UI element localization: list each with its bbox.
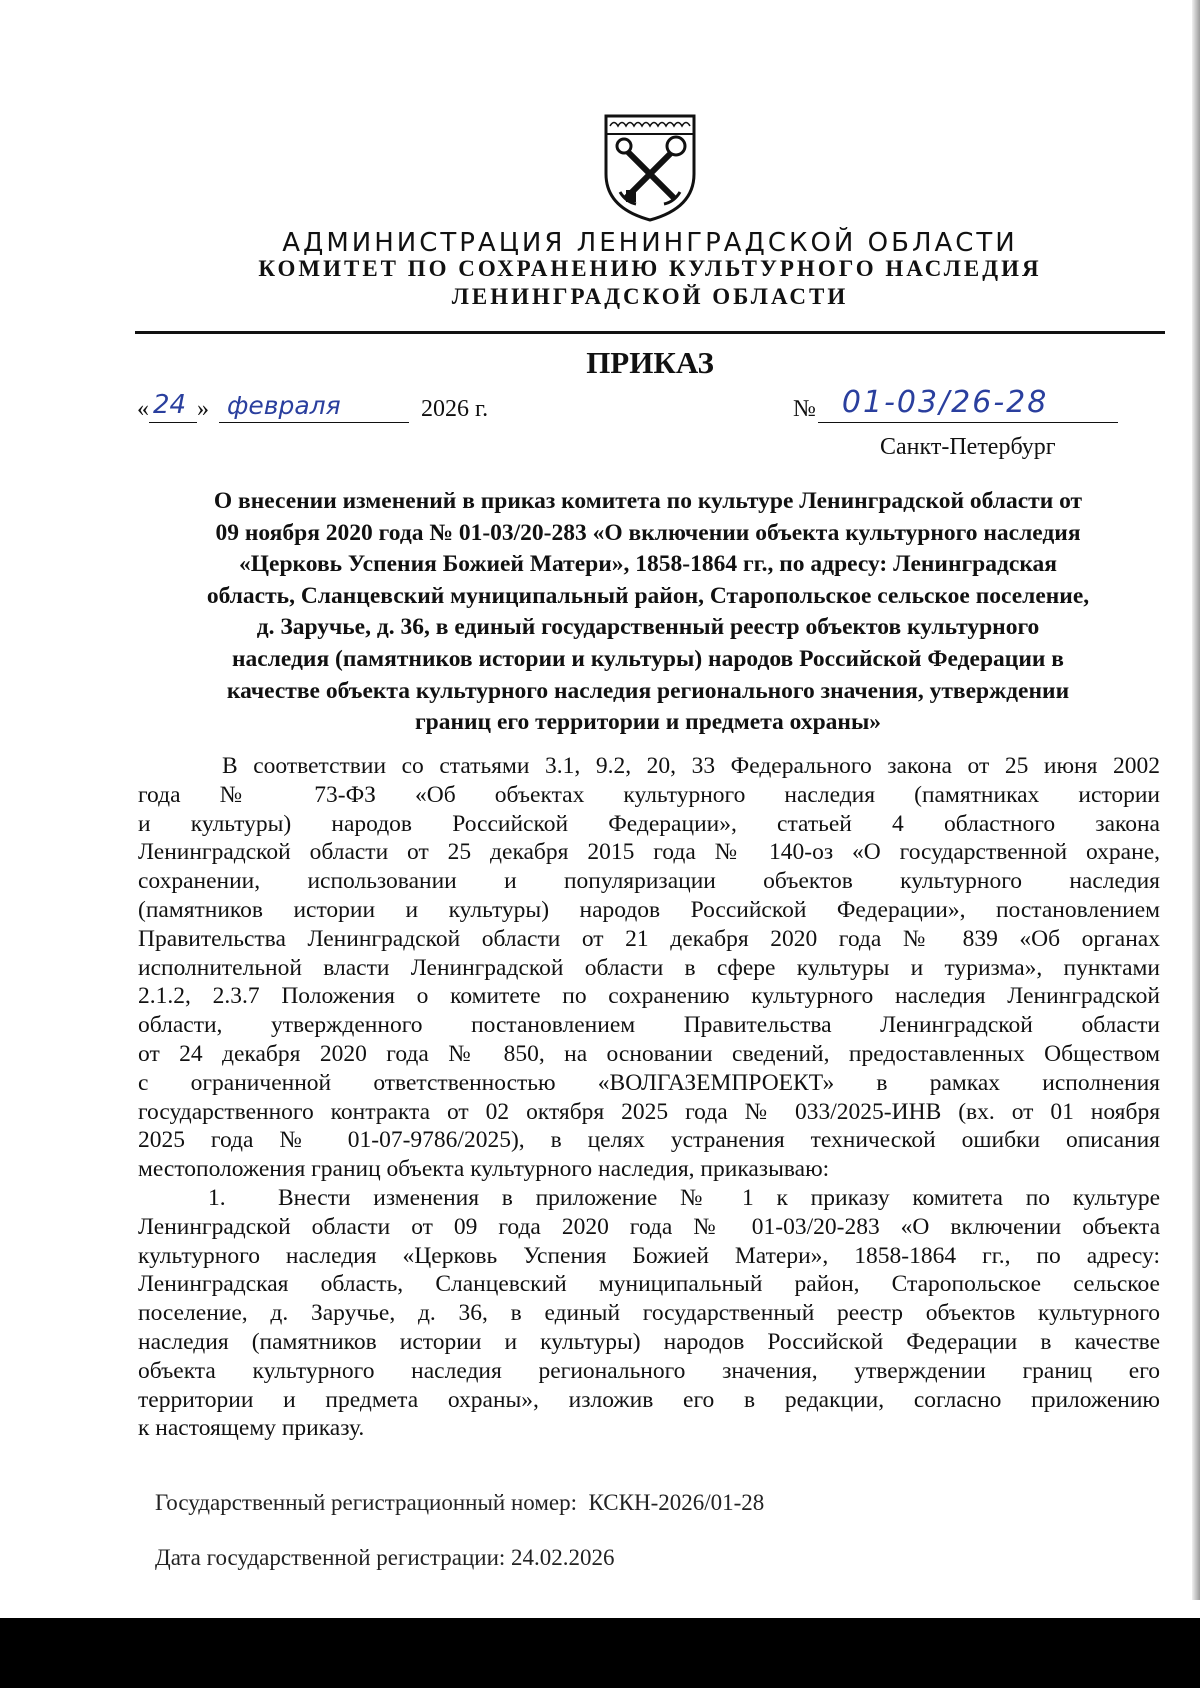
preamble-line: государственного контракта от 02 октября 2025 года № 033/2025-ИНВ (вх. от 01 ноября: [138, 1098, 1160, 1125]
registration-number-value: КСКН-2026/01-28: [588, 1490, 765, 1515]
heading-line: д. Заручье, д. 36, в единый государственный реестр объектов культурного: [256, 614, 1040, 641]
preamble-line: В соответствии со статьями 3.1, 9.2, 20, 33 Федерального закона от 25 июня 2002: [222, 753, 1160, 779]
item-1-line: к настоящему приказу.: [138, 1415, 365, 1442]
registration-date-value: 24.02.2026: [511, 1545, 615, 1570]
org-name-line2: КОМИТЕТ ПО СОХРАНЕНИЮ КУЛЬТУРНОГО НАСЛЕДИЯ: [258, 256, 1042, 281]
item-1-line: Ленинградской области от 09 года 2020 года № 01-03/20-283 «О включении объекта: [138, 1213, 1160, 1240]
registration-date: [155, 1545, 615, 1571]
date-quote-open: «: [137, 396, 149, 422]
order-number: [793, 385, 1118, 423]
org-name-line3: ЛЕНИНГРАДСКОЙ ОБЛАСТИ: [451, 284, 849, 309]
preamble-line: сохранении, использовании и популяризации объектов культурного наследия: [138, 868, 1160, 895]
preamble-line: Правительства Ленинградской области от 21 декабря 2020 года № 839 «Об органах: [138, 925, 1160, 952]
heading-line: О внесении изменений в приказ комитета по культуре Ленинградской области от: [213, 488, 1083, 514]
preamble-line: с ограниченной ответственностью «ВОЛГАЗЕМПРОЕКТ» в рамках исполнения: [138, 1069, 1160, 1096]
scan-edge: [1192, 0, 1200, 1600]
page-title: ПРИКАЗ: [586, 345, 714, 380]
coat-of-arms-icon: [600, 112, 700, 224]
preamble-line: года № 73-ФЗ «Об объектах культурного наследия (памятниках истории: [138, 781, 1160, 808]
heading-line: наследия (памятников истории и культуры) народов Российской Федерации в: [231, 645, 1064, 672]
date-day-handwritten: 24: [153, 390, 187, 420]
item-1-line: Внести изменения в приложение № 1 к приказу комитета по культуре: [278, 1184, 1160, 1211]
heading-line: область, Сланцевский муниципальный район, Старопольское сельское поселение,: [206, 582, 1090, 609]
item-1-line: Ленинградская область, Сланцевский муниципальный район, Старопольское сельское: [138, 1271, 1160, 1298]
heading-line: 09 ноября 2020 года № 01-03/20-283 «О включении объекта культурного наследия: [215, 519, 1081, 546]
registration-number-label: Государственный регистрационный номер:: [155, 1490, 578, 1515]
heading-line: «Церковь Успения Божией Матери», 1858-1864 гг., по адресу: Ленинградская: [239, 551, 1057, 578]
item-1-line: наследия (памятников истории и культуры) народов Российской Федерации в качестве: [138, 1328, 1160, 1355]
date-year: 2026 г.: [421, 396, 489, 422]
preamble-line: Ленинградской области от 25 декабря 2015 года № 140-оз «О государственной охране,: [138, 839, 1160, 866]
item-1-line: культурного наследия «Церковь Успения Божией Матери», 1858-1864 гг., по адресу:: [138, 1242, 1160, 1269]
city: Санкт-Петербург: [880, 434, 1056, 460]
heading-line: границ его территории и предмета охраны»: [414, 709, 882, 736]
registration-date-label: Дата государственной регистрации:: [155, 1545, 506, 1570]
item-1-number: 1.: [208, 1184, 226, 1211]
date-quote-close: »: [197, 396, 209, 422]
preamble-line: 2025 года № 01-07-9786/2025), в целях устранения технической ошибки описания: [138, 1127, 1160, 1154]
number-prefix: №: [793, 396, 816, 422]
order-number-handwritten: 01-03/26-28: [841, 385, 1049, 420]
scan-border: [0, 1618, 1200, 1688]
order-heading: [138, 486, 1158, 739]
preamble-line: и культуры) народов Российской Федерации», статьей 4 областного закона: [138, 810, 1160, 837]
item-1-line: поселение, д. Заручье, д. 36, в единый государственный реестр объектов культурного: [138, 1300, 1160, 1327]
heading-line: качестве объекта культурного наследия регионального значения, утверждении: [226, 677, 1070, 704]
date-month-field: [219, 391, 409, 423]
date-day-field: [149, 390, 197, 423]
order-number-field: [818, 385, 1118, 423]
preamble-line: местоположения границ объекта культурного наследия, приказываю:: [138, 1156, 830, 1183]
preamble-line: (памятников истории и культуры) народов Российской Федерации», постановлением: [138, 896, 1160, 923]
header-divider: [135, 331, 1165, 334]
preamble-line: исполнительной власти Ленинградской области в сфере культуры и туризма», пунктами: [138, 954, 1160, 981]
date-month-handwritten: февраля: [227, 391, 341, 420]
item-1-first-line: [138, 1184, 1160, 1213]
item-1-line: объекта культурного наследия регионального значения, утверждении границ его: [138, 1357, 1160, 1384]
order-body: [138, 752, 1160, 1443]
registration-number: [155, 1490, 764, 1516]
org-name-line1: АДМИНИСТРАЦИЯ ЛЕНИНГРАДСКОЙ ОБЛАСТИ: [282, 228, 1018, 258]
preamble-line: области, утвержденного постановлением Правительства Ленинградской области: [138, 1012, 1160, 1039]
order-date: [137, 390, 489, 423]
preamble-line: от 24 декабря 2020 года № 850, на основании сведений, предоставленных Обществом: [138, 1040, 1160, 1067]
preamble-line: 2.1.2, 2.3.7 Положения о комитете по сохранению культурного наследия Ленинградской: [138, 983, 1160, 1010]
item-1-line: территории и предмета охраны», изложив его в редакции, согласно приложению: [138, 1386, 1160, 1413]
